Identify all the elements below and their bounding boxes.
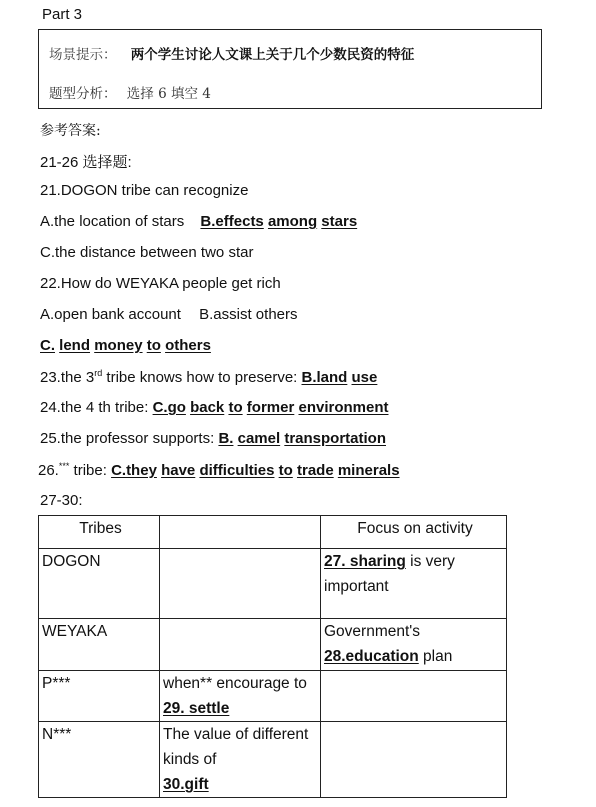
- answer-30: 30.gift: [163, 776, 209, 793]
- q22-c-word: C.: [40, 337, 55, 354]
- scene-label: 场景提示：: [49, 47, 117, 63]
- q26-answer-word: minerals: [337, 462, 400, 479]
- q25-line: [40, 430, 386, 447]
- tribe-cell: P***: [39, 671, 160, 722]
- info-box: [38, 29, 542, 109]
- q24-answer-word: to: [228, 399, 243, 416]
- q26-answer-word: have: [161, 462, 196, 479]
- q25-answer-word: B.: [218, 430, 234, 447]
- q25-prefix: 25.the professor supports:: [40, 430, 219, 447]
- q22-c-word: to: [146, 337, 161, 354]
- q26-prefix: 26.: [38, 462, 59, 479]
- focus-cell: [321, 549, 507, 619]
- q22-option-c: [40, 337, 211, 354]
- type-row: [49, 82, 211, 102]
- middle-pre: when** encourage to: [163, 675, 307, 692]
- q23-answer-word: use: [351, 369, 378, 386]
- q26-sup: ***: [58, 461, 70, 471]
- q21-option-a: A.the location of stars: [40, 213, 185, 230]
- middle-pre: The value of different kinds of: [163, 726, 309, 768]
- q25-answer-word: transportation: [284, 430, 386, 447]
- q22-c-word: others: [165, 337, 211, 354]
- q23-sup: rd: [94, 368, 103, 378]
- q26-answer-word: to: [278, 462, 293, 479]
- tribe-cell: DOGON: [39, 549, 160, 619]
- q25-answer-word: camel: [237, 430, 281, 447]
- q23-prefix: 23.the 3: [40, 369, 95, 386]
- middle-cell: [160, 671, 321, 722]
- q22-c-word: money: [94, 337, 143, 354]
- q22-option-b: B.assist others: [199, 306, 298, 323]
- table-row: [39, 722, 507, 798]
- scene-text: 两个学生讨论人文课上关于几个少数民资的特征: [130, 47, 415, 63]
- focus-cell: [321, 619, 507, 671]
- scene-row: [49, 43, 414, 63]
- q24-prefix: 24.the 4 th tribe:: [40, 399, 153, 416]
- header-tribes: Tribes: [39, 516, 160, 549]
- q21-stem: 21.DOGON tribe can recognize: [40, 182, 249, 199]
- answers-heading: 参考答案:: [40, 123, 101, 139]
- q26-suffix: tribe:: [69, 462, 112, 479]
- q21-options-ab: [40, 213, 357, 230]
- focus-cell: [321, 722, 507, 798]
- focus-cell: [321, 671, 507, 722]
- q22-option-a: A.open bank account: [40, 306, 181, 323]
- q21-b-word: among: [267, 213, 318, 230]
- tribe-cell: N***: [39, 722, 160, 798]
- middle-cell: [160, 549, 321, 619]
- table-row: [39, 549, 507, 619]
- answer-27: 27. sharing: [324, 553, 406, 570]
- part-title: Part 3: [42, 6, 83, 23]
- answer-29: 29. settle: [163, 700, 230, 717]
- answer-28: 28.education: [324, 648, 419, 665]
- q23-answer-word: B.land: [301, 369, 348, 386]
- q26-line: [38, 461, 400, 479]
- q26-answer-word: C.they: [111, 462, 157, 479]
- type-text: 选择 6 填空 4: [126, 86, 211, 102]
- table-row: [39, 671, 507, 722]
- q24-line: [40, 399, 389, 416]
- header-middle: [160, 516, 321, 549]
- q24-answer-word: former: [246, 399, 295, 416]
- table-row: [39, 619, 507, 671]
- header-focus: Focus on activity: [321, 516, 507, 549]
- q21-b-word: B.effects: [200, 213, 264, 230]
- q23-suffix: tribe knows how to preserve:: [102, 369, 302, 386]
- answer-table: [38, 515, 507, 798]
- type-label: 题型分析：: [49, 86, 117, 102]
- focus-rest: is very important: [324, 553, 460, 595]
- q23-line: [40, 368, 377, 386]
- q21-option-b: [200, 213, 357, 230]
- section-fill: 27-30:: [40, 492, 83, 509]
- q22-c-word: lend: [59, 337, 91, 354]
- q24-answer-word: back: [190, 399, 225, 416]
- q21-option-c: C.the distance between two star: [40, 244, 254, 261]
- middle-cell: [160, 619, 321, 671]
- q22-stem: 22.How do WEYAKA people get rich: [40, 275, 281, 292]
- q21-b-word: stars: [321, 213, 358, 230]
- focus-pre: Government's: [324, 623, 420, 640]
- table-header-row: [39, 516, 507, 549]
- q26-answer-word: trade: [296, 462, 334, 479]
- q24-answer-word: C.go: [152, 399, 186, 416]
- tribe-cell: WEYAKA: [39, 619, 160, 671]
- middle-cell: [160, 722, 321, 798]
- section-choice: 21-26 选择题:: [40, 154, 132, 171]
- focus-rest: plan: [418, 648, 453, 665]
- q24-answer-word: environment: [298, 399, 389, 416]
- q22-options-ab: [40, 306, 298, 323]
- q26-answer-word: difficulties: [199, 462, 275, 479]
